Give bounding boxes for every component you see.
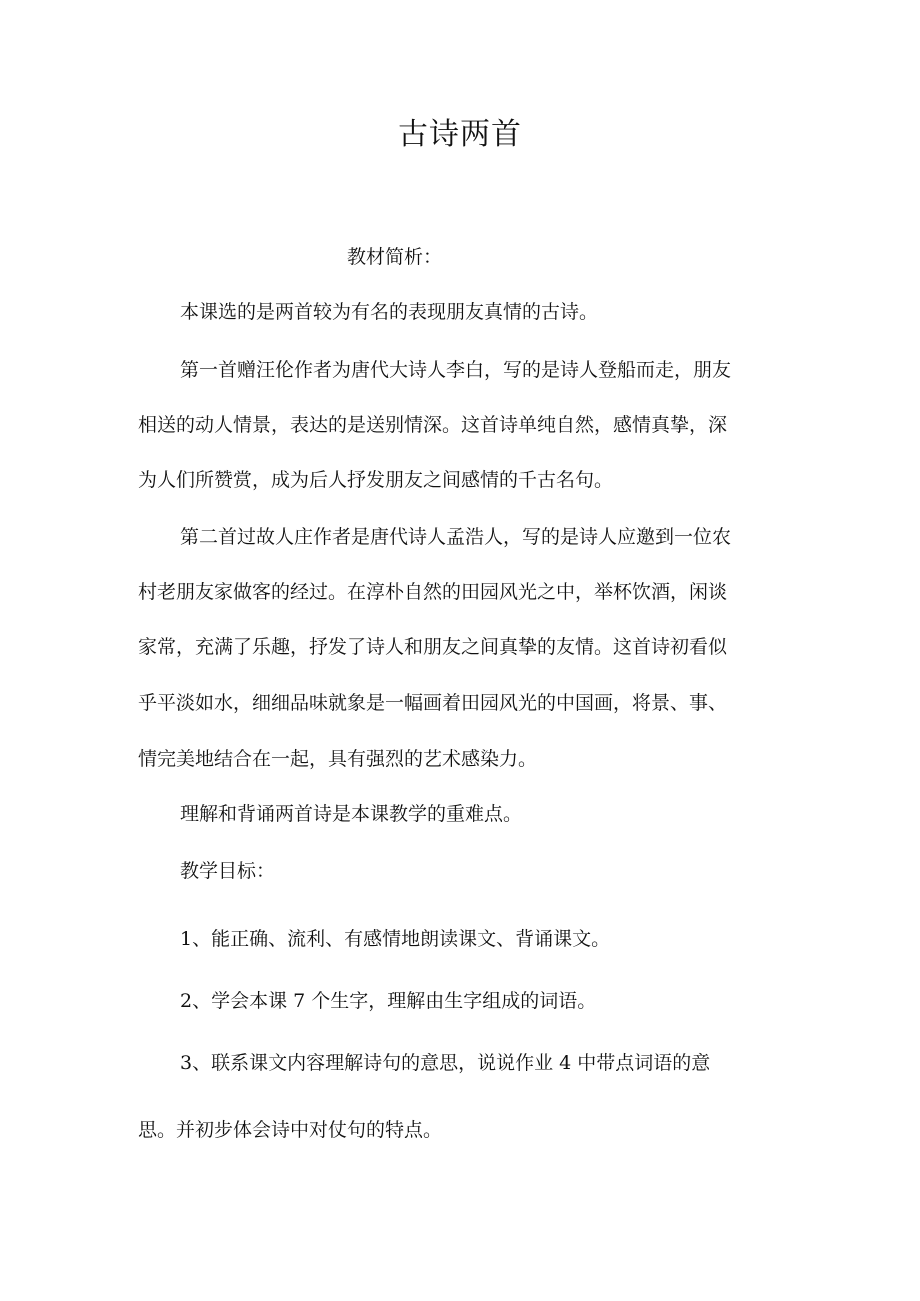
- goal-item-2: 2、学会本课 7 个生字，理解由生字组成的词语。: [180, 990, 597, 1012]
- paragraph-intro: 本课选的是两首较为有名的表现朋友真情的古诗。: [180, 301, 599, 323]
- paragraph-poem1-line1: 第一首赠汪伦作者为唐代大诗人李白，写的是诗人登船而走，朋友: [180, 359, 732, 381]
- paragraph-poem2-line1: 第二首过故人庄作者是唐代诗人孟浩人，写的是诗人应邀到一位农: [180, 526, 732, 548]
- paragraph-poem1-line2: 相送的动人情景，表达的是送别情深。这首诗单纯自然，感情真挚，深: [138, 414, 728, 436]
- goal-item-1: 1、能正确、流利、有感情地朗读课文、背诵课文。: [180, 928, 611, 950]
- section-heading: 教材简析：: [347, 246, 443, 268]
- paragraph-key-point: 理解和背诵两首诗是本课教学的重难点。: [180, 803, 523, 825]
- goal-item-3-line1: 3、联系课文内容理解诗句的意思，说说作业 4 中带点词语的意: [180, 1052, 711, 1074]
- paragraph-poem2-line4: 乎平淡如水，细细品味就象是一幅画着田园风光的中国画，将景、事、: [138, 692, 728, 714]
- goals-heading: 教学目标：: [180, 860, 276, 882]
- paragraph-poem2-line3: 家常，充满了乐趣，抒发了诗人和朋友之间真挚的友情。这首诗初看似: [138, 636, 728, 658]
- goal-item-3-line2: 思。并初步体会诗中对仗句的特点。: [138, 1119, 443, 1141]
- paragraph-poem2-line5: 情完美地结合在一起，具有强烈的艺术感染力。: [138, 748, 538, 770]
- page-title: 古诗两首: [398, 117, 522, 152]
- paragraph-poem2-line2: 村老朋友家做客的经过。在淳朴自然的田园风光之中，举杯饮酒，闲谈: [138, 581, 728, 603]
- paragraph-poem1-line3: 为人们所赞赏，成为后人抒发朋友之间感情的千古名句。: [138, 469, 614, 491]
